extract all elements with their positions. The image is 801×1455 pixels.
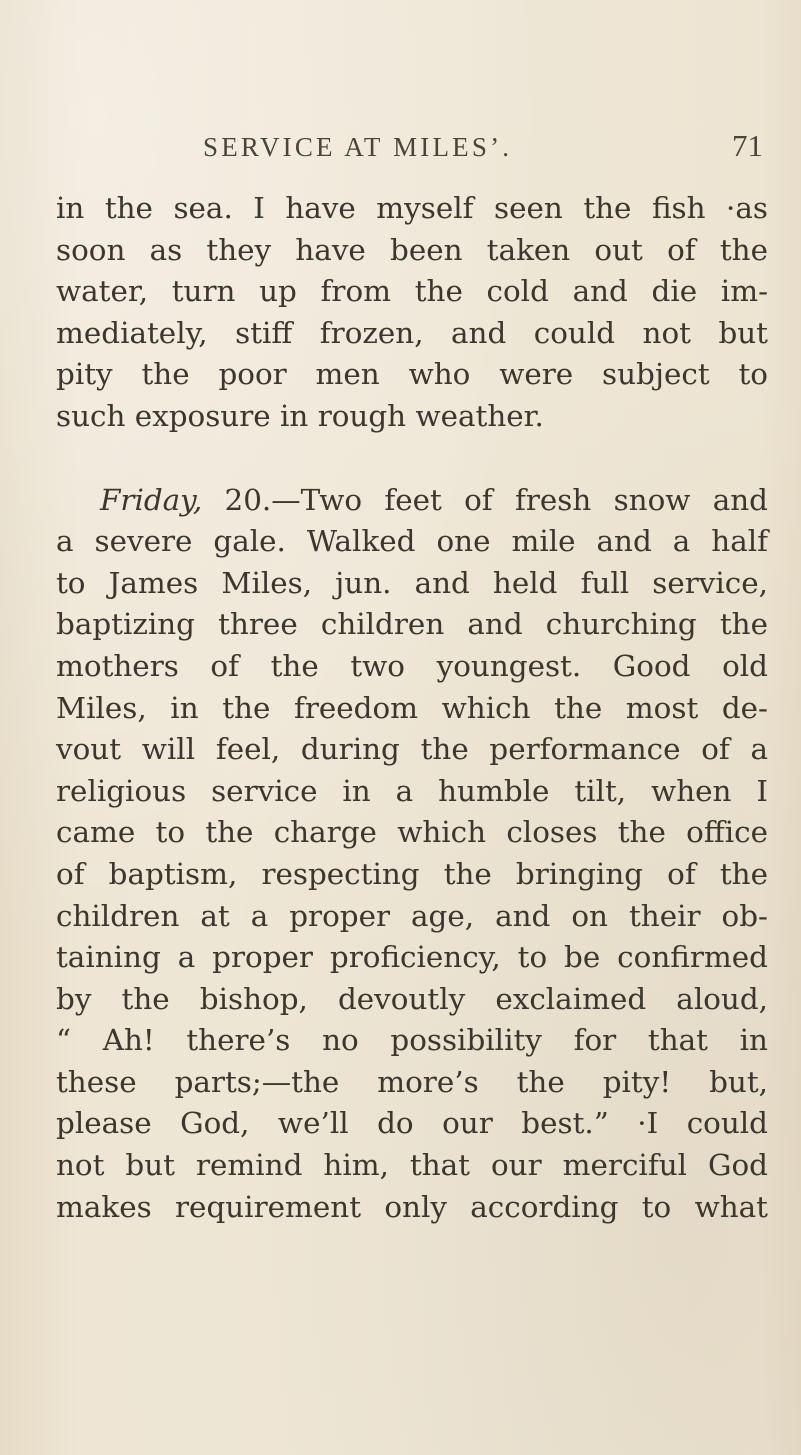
body-text bbox=[56, 188, 768, 1228]
text-line: children at a proper age, and on their ob- bbox=[56, 898, 768, 933]
text-line: of baptism, respecting the bringing of the bbox=[56, 856, 768, 891]
text-line: makes requirement only according to what bbox=[56, 1189, 768, 1224]
text-line: not but remind him, that our merciful God bbox=[56, 1148, 768, 1183]
text-line: to James Miles, jun. and held full service, bbox=[56, 565, 768, 600]
text-line: a severe gale. Walked one mile and a half bbox=[56, 524, 768, 559]
text-line: taining a proper proficiency, to be confirmed bbox=[56, 940, 768, 975]
text-line: came to the charge which closes the office bbox=[56, 815, 768, 850]
text-line bbox=[56, 480, 768, 522]
text-line: vout will feel, during the performance of a bbox=[56, 732, 768, 767]
text-line: by the bishop, devoutly exclaimed aloud, bbox=[56, 981, 768, 1016]
text-line: pity the poor men who were subject to bbox=[56, 357, 768, 392]
text-line: mothers of the two youngest. Good old bbox=[56, 648, 768, 683]
text-line: baptizing three children and churching the bbox=[56, 607, 768, 642]
running-head bbox=[203, 128, 763, 168]
paragraph-1 bbox=[56, 188, 768, 438]
text-line: religious service in a humble tilt, when I bbox=[56, 773, 768, 808]
text-line: in the sea. I have myself seen the fish ·as bbox=[56, 191, 768, 225]
running-head-title: SERVICE AT MILES’. bbox=[203, 132, 513, 162]
text-line: please God, we’ll do our best.” ·I could bbox=[56, 1106, 768, 1141]
entry-line-rest: 20.—Two feet of fresh snow and bbox=[202, 482, 768, 517]
paragraph-2 bbox=[56, 480, 768, 1229]
text-line: these parts;—the more’s the pity! but, bbox=[56, 1064, 768, 1099]
entry-day: Friday, bbox=[100, 482, 203, 517]
text-line: soon as they have been taken out of the bbox=[56, 232, 768, 267]
paragraph-gap bbox=[56, 438, 768, 480]
text-line: water, turn up from the cold and die im- bbox=[56, 274, 768, 309]
text-line: mediately, stiff frozen, and could not but bbox=[56, 315, 768, 350]
text-line: “ Ah! there’s no possibility for that in bbox=[56, 1023, 768, 1058]
text-line: such exposure in rough weather. bbox=[56, 398, 544, 433]
page-number: 71 bbox=[732, 128, 763, 163]
text-line: Miles, in the freedom which the most de- bbox=[56, 690, 768, 725]
